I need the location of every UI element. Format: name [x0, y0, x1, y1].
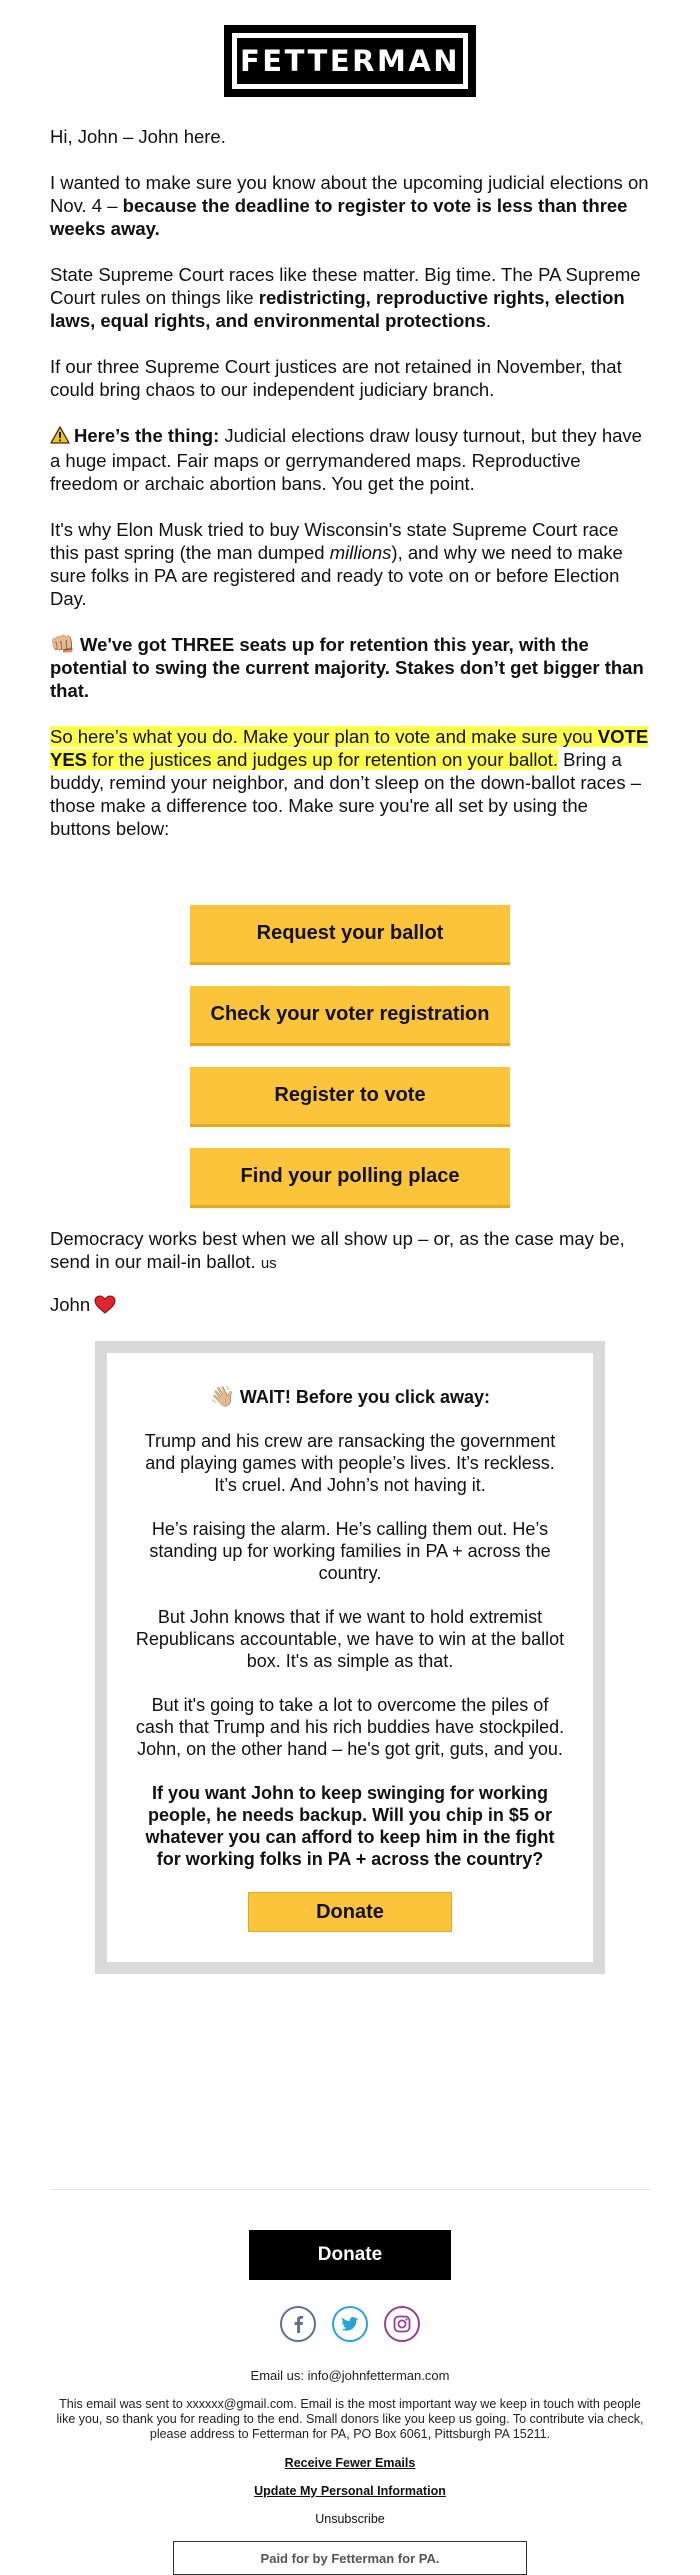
register-to-vote-button[interactable]: Register to vote: [190, 1067, 510, 1127]
heart-icon: [94, 1295, 116, 1319]
paragraph-court-rules: State Supreme Court races like these matter. Big time. The PA Supreme Court rules on things like redistricting, reproductive rights, election laws, equal rights, and environmental protections.: [50, 264, 641, 331]
social-links: [0, 2306, 700, 2342]
logo-text: FETTERMAN: [239, 43, 461, 78]
paragraph-call-to-action: So here’s what you do. Make your plan to vote and make sure you VOTE YES for the justices and judges up for retention on your ballot. Bring a buddy, remind your neighbor, and don’t sleep on the down-ballot races – those make a difference too. Make sure you're all set by using the buttons below:: [50, 726, 649, 839]
fine-print: This email was sent to xxxxxx@gmail.com. Email is the most important way we keep in touch with people like you, so thank you for reading to the end. Small donors like you keep us going. To contribute via check, please address to Fetterman for PA, PO Box 6061, Pittsburgh PA 15211.: [56, 2397, 644, 2441]
cta-button-group: [0, 905, 700, 1229]
wait-paragraph-4: But it's going to take a lot to overcome the piles of cash that Trump and his rich buddies have stockpiled. John, on the other hand – he's got grit, guts, and you.: [135, 1695, 565, 1759]
email-us: Email us: info@johnfetterman.com: [250, 2368, 450, 2383]
logo-frame: [232, 33, 468, 89]
paragraph-retention: If our three Supreme Court justices are not retained in November, that could bring chaos to our independent judiciary branch.: [50, 356, 622, 400]
wait-paragraph-2: He’s raising the alarm. He’s calling them out. He’s standing up for working families in PA + across the country.: [149, 1519, 551, 1583]
waving-hand-icon: 👋🏼: [210, 1384, 235, 1408]
wait-title: 👋🏼 WAIT! Before you click away:: [210, 1384, 490, 1408]
wait-paragraph-1: Trump and his crew are ransacking the government and playing games with people’s lives. It’s reckless. It’s cruel. And John’s not having it.: [144, 1431, 556, 1495]
paragraph-elon-musk: It's why Elon Musk tried to buy Wisconsin's state Supreme Court race this past spring (the man dumped millions), and why we need to make sure folks in PA are registered and ready to vote on or before Election Day.: [50, 519, 623, 609]
header: [0, 0, 700, 97]
receive-fewer-emails-link[interactable]: Receive Fewer Emails: [284, 2456, 416, 2470]
donate-button-black[interactable]: Donate: [249, 2230, 451, 2280]
closing-text: Democracy works best when we all show up – or, as the case may be, send in our mail-in ballot. us: [50, 1228, 625, 1272]
wait-paragraph-5: If you want John to keep swinging for working people, he needs backup. Will you chip in $5 or whatever you can afford to keep him in the fight for working folks in PA + across the country?: [145, 1783, 555, 1869]
paragraph-heres-the-thing: Here’s the thing: Judicial elections draw lousy turnout, but they have a huge impact. Fair maps or gerrymandered maps. Reproductive freedom or archaic abortion bans. You get the point.: [50, 425, 642, 494]
greeting: Hi, John – John here.: [50, 126, 226, 147]
paragraph-deadline: I wanted to make sure you know about the upcoming judicial elections on Nov. 4 – because the deadline to register to vote is less than three weeks away.: [50, 172, 649, 239]
donate-button-yellow[interactable]: Donate: [248, 1892, 452, 1932]
find-polling-place-button[interactable]: Find your polling place: [190, 1148, 510, 1208]
twitter-icon[interactable]: [332, 2306, 368, 2342]
wait-paragraph-3: But John knows that if we want to hold extremist Republicans accountable, we have to win at the ballot box. It's as simple as that.: [135, 1607, 565, 1671]
paid-for-disclaimer: Paid for by Fetterman for PA.: [173, 2541, 527, 2575]
email-body: [0, 125, 700, 840]
update-personal-info-link[interactable]: Update My Personal Information: [254, 2484, 446, 2498]
fist-bump-icon: 👊🏼: [50, 632, 75, 656]
facebook-icon[interactable]: [280, 2306, 316, 2342]
footer: [0, 2230, 700, 2575]
fetterman-logo[interactable]: [224, 25, 476, 97]
unsubscribe-link[interactable]: Unsubscribe: [315, 2512, 385, 2526]
closing: [0, 1227, 700, 1319]
check-registration-button[interactable]: Check your voter registration: [190, 986, 510, 1046]
highlighted-text: So here’s what you do. Make your plan to vote and make sure you VOTE YES for the justices and judges up for retention on your ballot.: [50, 726, 649, 770]
paragraph-three-seats: 👊🏼 We've got THREE seats up for retention this year, with the potential to swing the current majority. Stakes don’t get bigger than that.: [50, 632, 644, 701]
warning-icon: [50, 426, 70, 449]
signoff: John: [50, 1293, 650, 1319]
footer-divider: [50, 2189, 650, 2190]
wait-box: [95, 1341, 605, 1974]
request-ballot-button[interactable]: Request your ballot: [190, 905, 510, 965]
instagram-icon[interactable]: [384, 2306, 420, 2342]
